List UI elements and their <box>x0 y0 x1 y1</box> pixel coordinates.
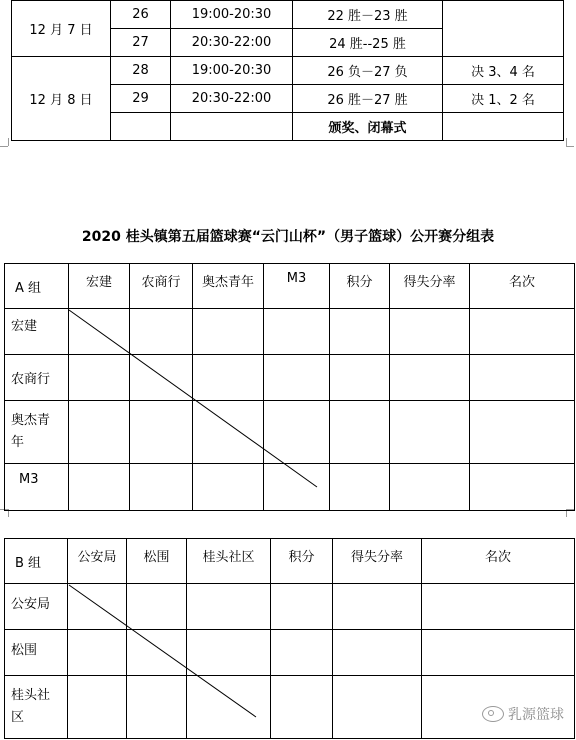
ratio-cell <box>390 355 470 401</box>
rank-cell <box>470 355 575 401</box>
page-mark <box>566 138 567 146</box>
match-number: 29 <box>111 85 171 113</box>
points-cell <box>271 584 333 630</box>
ceremony-label: 颁奖、闭幕式 <box>293 113 443 141</box>
match-time: 19:00-20:30 <box>171 1 293 29</box>
watermark <box>482 704 564 724</box>
rank-cell <box>470 401 575 464</box>
match-time: 20:30-22:00 <box>171 29 293 57</box>
row-team-label: 农商行 <box>5 355 69 401</box>
header-team: 宏建 <box>69 264 130 309</box>
table-row <box>5 355 575 401</box>
score-cell <box>68 584 127 630</box>
header-rank: 名次 <box>470 264 575 309</box>
row-team-label: 桂头社 区 <box>5 676 68 739</box>
score-cell <box>264 464 330 511</box>
table-row <box>12 1 564 29</box>
score-cell <box>264 309 330 355</box>
schedule-table <box>11 0 564 141</box>
schedule-date: 12 月 8 日 <box>12 57 111 141</box>
match-number: 26 <box>111 1 171 29</box>
score-cell <box>187 630 271 676</box>
table-row <box>5 539 575 584</box>
score-cell <box>69 309 130 355</box>
score-cell <box>264 401 330 464</box>
group-a-table <box>4 263 575 511</box>
match-time <box>171 113 293 141</box>
row-team-label: 公安局 <box>5 584 68 630</box>
header-team: 松围 <box>127 539 187 584</box>
score-cell <box>127 630 187 676</box>
schedule-date: 12 月 7 日 <box>12 1 111 57</box>
ratio-cell <box>390 464 470 511</box>
table-row <box>5 630 575 676</box>
header-points: 积分 <box>271 539 333 584</box>
rank-cell <box>470 309 575 355</box>
match-pairing: 22 胜－23 胜 <box>293 1 443 29</box>
score-cell <box>193 401 264 464</box>
table-row <box>5 401 575 464</box>
match-note <box>443 113 564 141</box>
score-cell <box>187 676 271 739</box>
header-team: M3 <box>264 264 330 309</box>
wechat-icon <box>482 706 504 722</box>
score-cell <box>69 355 130 401</box>
score-cell <box>127 584 187 630</box>
score-cell <box>193 464 264 511</box>
header-score-ratio: 得失分率 <box>390 264 470 309</box>
points-cell <box>271 630 333 676</box>
match-pairing: 24 胜--25 胜 <box>293 29 443 57</box>
header-score-ratio: 得失分率 <box>333 539 422 584</box>
row-team-label: 奥杰青 年 <box>5 401 69 464</box>
page-mark <box>0 146 8 147</box>
match-number <box>111 113 171 141</box>
score-cell <box>68 676 127 739</box>
watermark-text: 乳源篮球 <box>508 707 564 723</box>
score-cell <box>187 584 271 630</box>
score-cell <box>193 355 264 401</box>
match-note: 决 1、2 名 <box>443 85 564 113</box>
match-pairing: 26 胜－27 胜 <box>293 85 443 113</box>
page-mark <box>8 138 9 146</box>
points-cell <box>330 464 390 511</box>
ratio-cell <box>333 630 422 676</box>
score-cell <box>130 464 193 511</box>
ratio-cell <box>333 584 422 630</box>
table-row <box>12 57 564 85</box>
score-cell <box>130 309 193 355</box>
page-mark <box>566 146 574 147</box>
score-cell <box>264 355 330 401</box>
header-team: 奥杰青年 <box>193 264 264 309</box>
match-number: 28 <box>111 57 171 85</box>
table-row <box>5 584 575 630</box>
table-row <box>5 309 575 355</box>
row-team-label: 宏建 <box>5 309 69 355</box>
ratio-cell <box>390 309 470 355</box>
points-cell <box>330 401 390 464</box>
points-cell <box>330 309 390 355</box>
points-cell <box>330 355 390 401</box>
points-cell <box>271 676 333 739</box>
match-number: 27 <box>111 29 171 57</box>
rank-cell <box>422 630 575 676</box>
table-row <box>5 464 575 511</box>
match-time: 19:00-20:30 <box>171 57 293 85</box>
score-cell <box>69 464 130 511</box>
header-team: 公安局 <box>68 539 127 584</box>
score-cell <box>130 355 193 401</box>
header-rank: 名次 <box>422 539 575 584</box>
header-points: 积分 <box>330 264 390 309</box>
row-team-label: 松围 <box>5 630 68 676</box>
group-table-title: 2020 桂头镇第五届篮球赛“云门山杯”（男子篮球）公开赛分组表 <box>81 229 495 245</box>
score-cell <box>127 676 187 739</box>
ratio-cell <box>333 676 422 739</box>
score-cell <box>69 401 130 464</box>
match-time: 20:30-22:00 <box>171 85 293 113</box>
score-cell <box>68 630 127 676</box>
match-note: 决 3、4 名 <box>443 57 564 85</box>
rank-cell <box>470 464 575 511</box>
group-b-label: B 组 <box>5 539 68 584</box>
group-a-label: A 组 <box>5 264 69 309</box>
score-cell <box>130 401 193 464</box>
rank-cell <box>422 584 575 630</box>
match-note <box>443 1 564 57</box>
header-team: 农商行 <box>130 264 193 309</box>
table-row <box>5 264 575 309</box>
match-pairing: 26 负－27 负 <box>293 57 443 85</box>
score-cell <box>193 309 264 355</box>
ratio-cell <box>390 401 470 464</box>
row-team-label: M3 <box>5 464 69 511</box>
header-team: 桂头社区 <box>187 539 271 584</box>
